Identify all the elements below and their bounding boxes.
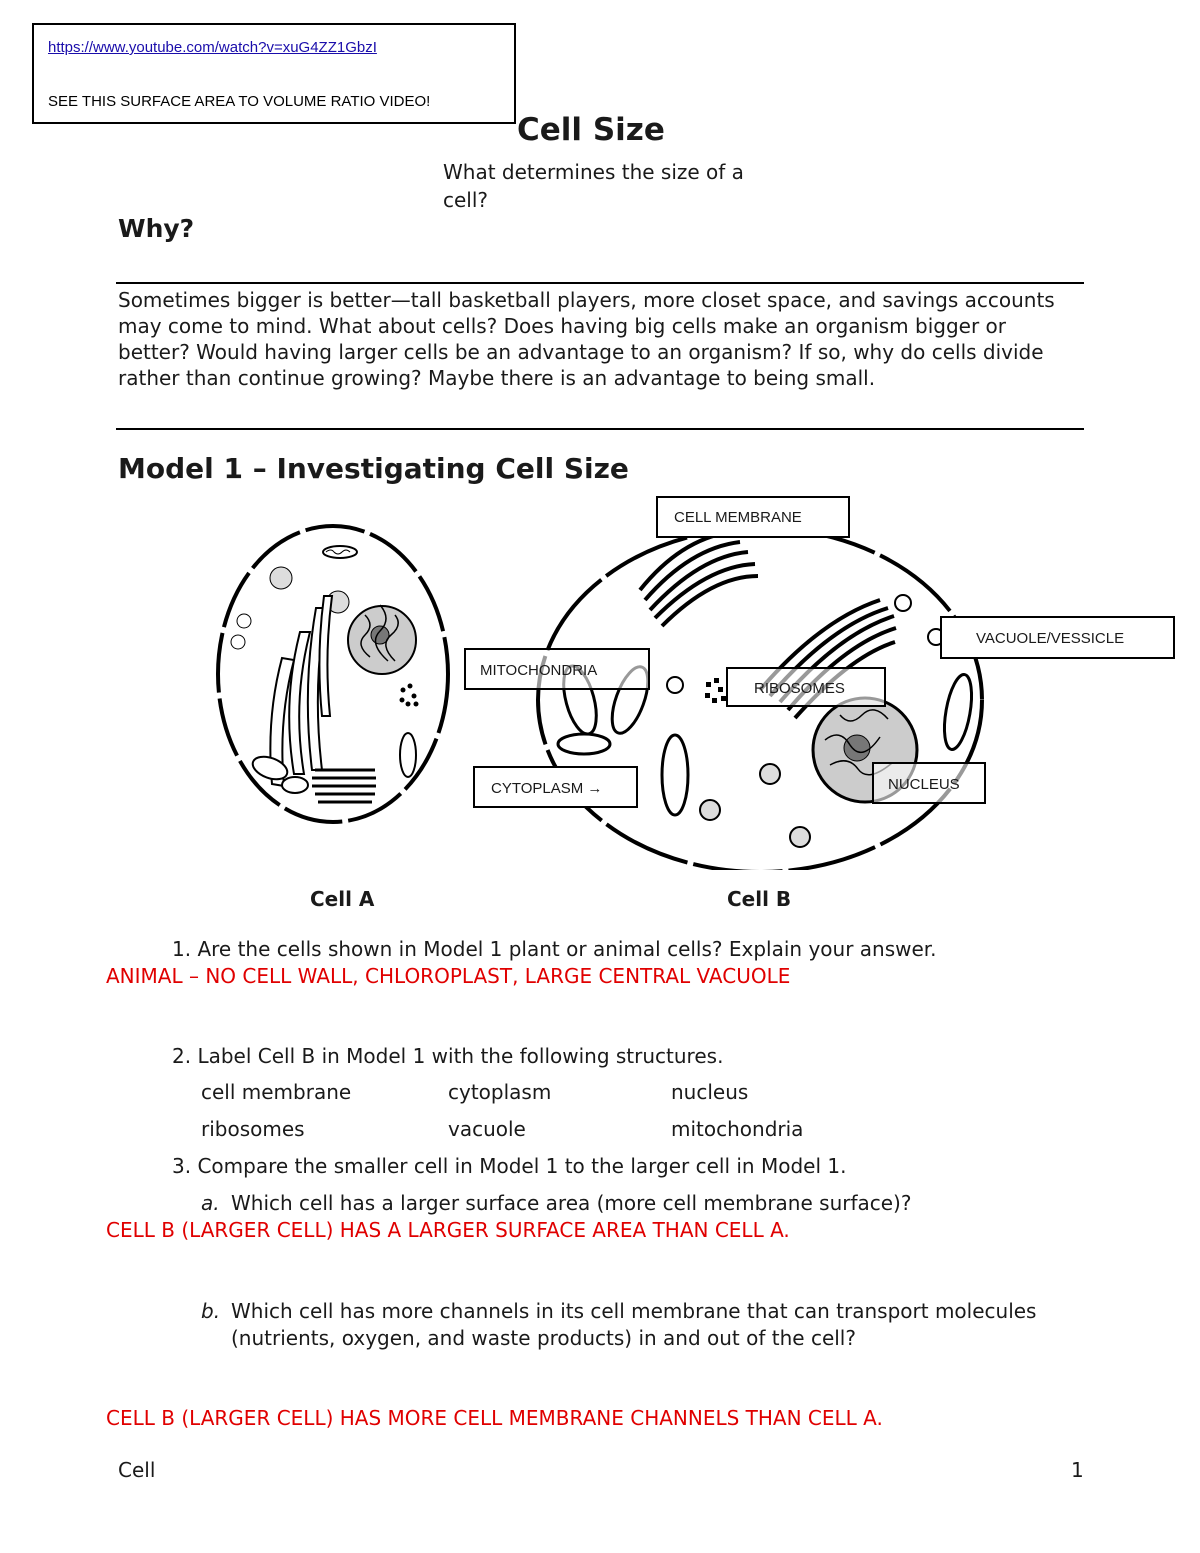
cell-a-illustration xyxy=(218,526,448,822)
why-heading: Why? xyxy=(118,214,195,243)
question-3: 3. Compare the smaller cell in Model 1 to the larger cell in Model 1. xyxy=(172,1154,847,1178)
video-link-box xyxy=(32,23,516,124)
cell-b-caption: Cell B xyxy=(727,887,792,911)
cell-diagram xyxy=(200,490,1200,870)
page-title: Cell Size xyxy=(517,112,665,148)
label-cell-membrane: CELL MEMBRANE xyxy=(656,496,850,538)
question-3b: Which cell has more channels in its cell membrane that can transport molecules (nutrients, oxygen, and waste products) in and out of the cell? xyxy=(231,1299,1037,1350)
word-item: mitochondria xyxy=(671,1117,804,1141)
answer-3a: CELL B (LARGER CELL) HAS A LARGER SURFACE AREA THAN CELL A. xyxy=(106,1218,790,1242)
question-3b-letter: b. xyxy=(201,1299,221,1323)
page-subtitle: What determines the size of a cell? xyxy=(443,160,744,212)
word-item: vacuole xyxy=(448,1117,526,1141)
question-1: 1. Are the cells shown in Model 1 plant or animal cells? Explain your answer. xyxy=(172,937,937,961)
answer-1: ANIMAL – NO CELL WALL, CHLOROPLAST, LARGE CENTRAL VACUOLE xyxy=(106,964,791,988)
page-number: 1 xyxy=(1071,1458,1084,1482)
word-item: nucleus xyxy=(671,1080,749,1104)
label-mitochondria: MITOCHONDRIA xyxy=(464,648,650,690)
question-2: 2. Label Cell B in Model 1 with the following structures. xyxy=(172,1044,724,1068)
answer-3b: CELL B (LARGER CELL) HAS MORE CELL MEMBRANE CHANNELS THAN CELL A. xyxy=(106,1406,883,1430)
question-3a: Which cell has a larger surface area (more cell membrane surface)? xyxy=(231,1191,912,1215)
label-vacuole: VACUOLE/VESSICLE xyxy=(940,616,1175,659)
footer-label: Cell xyxy=(118,1458,156,1482)
question-3a-letter: a. xyxy=(201,1191,220,1215)
word-item: cytoplasm xyxy=(448,1080,552,1104)
word-item: ribosomes xyxy=(201,1117,305,1141)
divider-top xyxy=(116,282,1084,284)
video-link[interactable]: https://www.youtube.com/watch?v=xuG4ZZ1GbzI xyxy=(48,39,377,56)
intro-paragraph: Sometimes bigger is better—tall basketball players, more closet space, and savings accounts may come to mind. What about cells? Does having big cells make an organism bigger or better? Would having larger cells be an advantage to an organism? If so, why do cells divide rather than continue growing? Maybe there is an advantage to being small. xyxy=(118,288,1055,390)
label-nucleus: NUCLEUS xyxy=(872,762,986,804)
label-ribosomes: RIBOSOMES xyxy=(726,667,886,707)
cell-a-caption: Cell A xyxy=(310,887,375,911)
video-note: SEE THIS SURFACE AREA TO VOLUME RATIO VIDEO! xyxy=(48,93,431,110)
model-title: Model 1 – Investigating Cell Size xyxy=(118,452,629,485)
word-item: cell membrane xyxy=(201,1080,352,1104)
label-cytoplasm: CYTOPLASM → xyxy=(473,766,638,808)
divider-bottom xyxy=(116,428,1084,430)
